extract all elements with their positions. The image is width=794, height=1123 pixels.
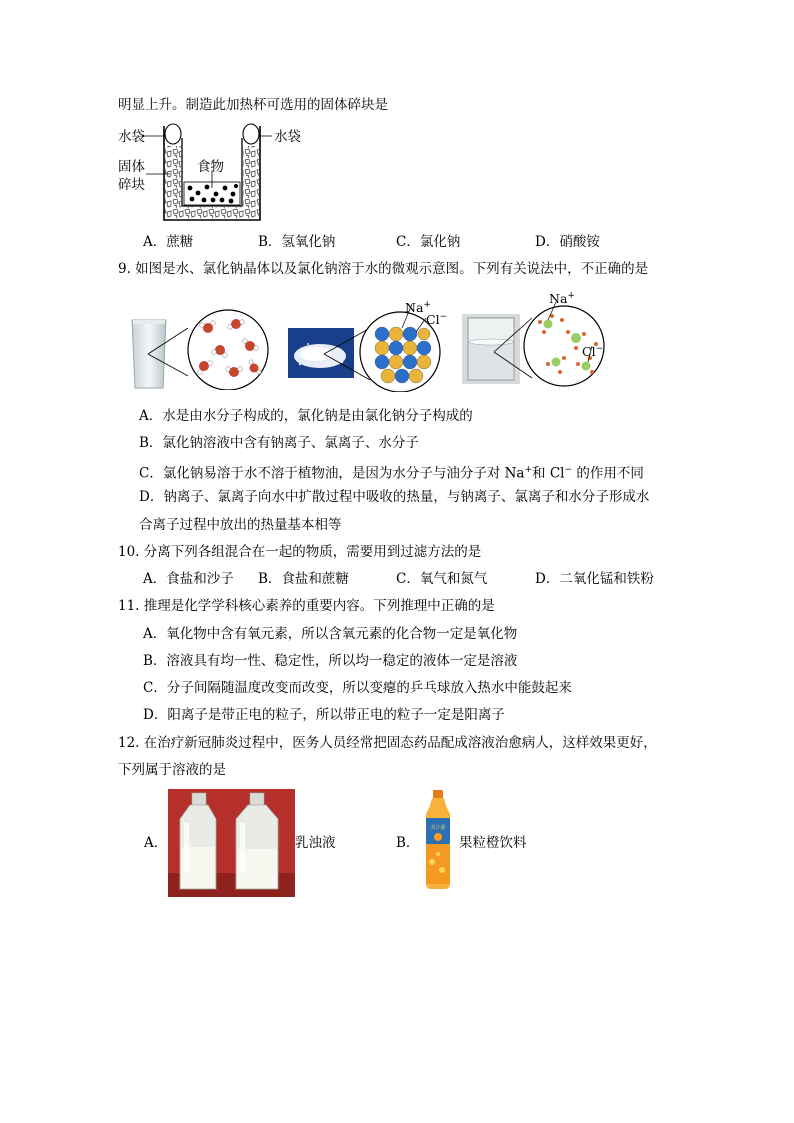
lattice-na-label: Na+: [405, 300, 431, 316]
q11-option-a[interactable]: A．氧化物中含有氧元素，所以含氧元素的化合物一定是氧化物: [143, 626, 518, 642]
q8-option-a[interactable]: A．蔗糖: [143, 234, 194, 250]
q9-option-a[interactable]: A．水是由水分子构成的，氯化钠是由氯化钠分子构成的: [139, 408, 473, 424]
q11-stem: 11. 推理是化学学科核心素养的重要内容。下列推理中正确的是: [118, 598, 495, 614]
label-food: 食物: [197, 159, 224, 175]
q11-option-d[interactable]: D．阳离子是带正电的粒子，所以带正电的粒子一定是阳离子: [143, 707, 505, 723]
q12-option-b-text: 果粒橙饮料: [459, 835, 527, 851]
q11-option-b[interactable]: B．溶液具有均一性、稳定性，所以均一稳定的液体一定是溶液: [143, 653, 518, 669]
q8-option-d[interactable]: D．硝酸铵: [535, 234, 600, 250]
q10-option-c[interactable]: C．氧气和氮气: [396, 571, 488, 587]
q9-option-c[interactable]: C．氯化钠易溶于水不溶于植物油，是因为水分子与油分子对 Na+和 Cl− 的作用不同: [139, 465, 644, 482]
q8-stem-tail: 明显上升。制造此加热杯可选用的固体碎块是: [118, 97, 388, 113]
lattice-cl-label: Cl−: [426, 312, 448, 328]
q9-option-b[interactable]: B．氯化钠溶液中含有钠离子、氯离子、水分子: [139, 435, 419, 451]
q9-option-d-line2: 合离子过程中放出的热量基本相等: [139, 517, 342, 533]
q8-option-b[interactable]: B．氢氧化钠: [258, 234, 336, 250]
q11-option-c[interactable]: C．分子间隔随温度改变而改变，所以变瘪的乒乓球放入热水中能鼓起来: [143, 680, 572, 696]
q12-stem-line1: 12. 在治疗新冠肺炎过程中，医务人员经常把固态药品配成溶液治愈病人，这样效果更好，: [118, 735, 657, 751]
label-solid-2: 碎块: [118, 177, 145, 193]
q8-option-c[interactable]: C．氯化钠: [396, 234, 461, 250]
water-glass-figure: [126, 290, 276, 390]
q9-option-d-line1[interactable]: D．钠离子、氯离子向水中扩散过程中吸收的热量，与钠离子、氯离子和水分子形成水: [139, 489, 650, 505]
bottle-label-text: 美汁源: [430, 825, 446, 831]
label-water-bag-left: 水袋: [118, 129, 145, 145]
q10-option-d[interactable]: D．二氧化锰和铁粉: [535, 571, 654, 587]
emulsion-bottles-photo: [168, 789, 295, 897]
q10-stem: 10. 分离下列各组混合在一起的物质，需要用到过滤方法的是: [118, 544, 482, 560]
q10-option-b[interactable]: B．食盐和蔗糖: [258, 571, 349, 587]
salt-solution-figure: [460, 288, 610, 388]
q12-stem-line2: 下列属于溶液的是: [118, 762, 226, 778]
q12-option-b-letter[interactable]: B．: [396, 835, 420, 851]
q12-option-a-letter[interactable]: A．: [144, 835, 168, 851]
q10-option-a[interactable]: A．食盐和沙子: [143, 571, 234, 587]
orange-drink-bottle-photo: [420, 790, 456, 890]
label-water-bag-right: 水袋: [274, 129, 301, 145]
q9-stem: 9. 如图是水、氯化钠晶体以及氯化钠溶于水的微观示意图。下列有关说法中，不正确的是: [118, 261, 649, 277]
solution-na-label: Na+: [549, 291, 575, 307]
label-solid-1: 固体: [118, 159, 145, 175]
solution-cl-label: Cl−: [582, 344, 604, 360]
q12-option-a-text: 乳浊液: [295, 835, 336, 851]
